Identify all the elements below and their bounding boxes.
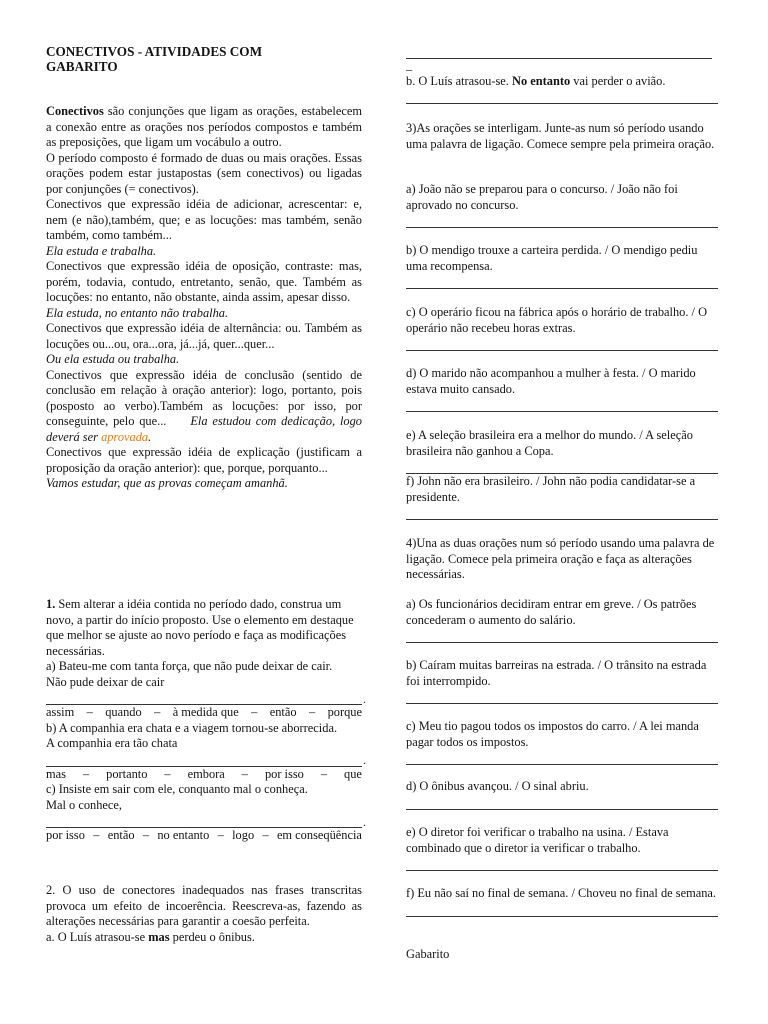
q1b-dash: –	[320, 766, 328, 781]
q1b-options	[46, 767, 362, 783]
q1b-start: A companhia era tão chata	[46, 736, 178, 750]
q1a-dash: –	[251, 705, 258, 719]
alternancia-paragraph: Conectivos que expressão idéia de alternância: ou. Também as locuções ou...ou, ora...ora, já...já, quer...quer...	[46, 321, 362, 351]
conclusao-highlight: aprovada	[101, 429, 149, 444]
q1b-option: mas	[46, 766, 66, 781]
q4-item	[406, 779, 718, 810]
q1a-option: então	[269, 705, 297, 719]
q3-item	[406, 428, 718, 474]
q1c-option: logo	[232, 828, 255, 842]
q4-answer-line[interactable]	[406, 856, 718, 871]
q3-item-text: e) A seleção brasileira era a melhor do mundo. / A seleção brasileira não ganhou a Copa.	[406, 428, 693, 458]
q1b-dash: –	[164, 766, 171, 781]
page-title	[46, 44, 362, 74]
title-line-2: GABARITO	[46, 59, 118, 74]
q2a-answer-line[interactable]	[406, 44, 718, 59]
theory-section	[46, 104, 362, 492]
q2a-text: a. O Luís atrasou-se	[46, 929, 149, 944]
q3-item-text: f) John não era brasileiro. / John não podia candidatar-se a presidente.	[406, 474, 696, 504]
q1c-sentence: c) Insiste em sair com ele, conquanto mal o conheça.	[46, 782, 308, 796]
gabarito-heading	[406, 947, 718, 963]
q2a-sentence	[46, 930, 362, 946]
q2b-marker: _	[406, 58, 413, 72]
q3-item	[406, 366, 718, 412]
adicao-example: Ela estuda e trabalha.	[46, 243, 157, 258]
gabarito-label: Gabarito	[406, 947, 450, 961]
conclusao-paragraph	[46, 368, 362, 446]
q4-answer-line[interactable]	[406, 795, 718, 810]
conclusao-period: .	[148, 429, 152, 444]
q2b-connector: No entanto	[512, 73, 571, 88]
q4-answer-line[interactable]	[406, 628, 718, 643]
adicao-paragraph: Conectivos que expressão idéia de adicionar, acrescentar: e, nem (e não),também, que; e as locuções: mas também, senão também, como também...	[46, 197, 362, 242]
q2a-text-end: perdeu o ônibus.	[169, 929, 255, 944]
q3-answer-line[interactable]	[406, 397, 718, 412]
q1c-dash: –	[142, 828, 150, 842]
q4-item-text: e) O diretor foi verificar o trabalho na usina. / Estava combinado que o diretor ia verificar o trabalho.	[406, 825, 669, 855]
q3-item-text: b) O mendigo trouxe a carteira perdida. / O mendigo pediu uma recompensa.	[406, 243, 698, 273]
q4-item-text: f) Eu não saí no final de semana. / Choveu no final de semana.	[406, 886, 717, 900]
q4-item	[406, 825, 718, 871]
q4-item-text: b) Caíram muitas barreiras na estrada. / O trânsito na estrada foi interrompido.	[406, 658, 707, 688]
q1b-option: por isso	[264, 766, 304, 781]
q1b-answer-line[interactable]	[46, 752, 362, 767]
q4-answer-line[interactable]	[406, 750, 718, 765]
explicacao-example: Vamos estudar, que as provas começam amanhã.	[46, 476, 288, 490]
q1a-answer-line[interactable]	[46, 690, 362, 705]
q1b-dash: –	[241, 766, 248, 781]
q1b-sentence: b) A companhia era chata e a viagem tornou-se aborrecida.	[46, 720, 338, 735]
q1c-answer-line[interactable]	[46, 813, 362, 828]
explicacao-paragraph: Conectivos que expressão idéia de explicação (justificam a proposição da oração anterior): que, porque, porquanto...	[46, 445, 362, 475]
q1c-option: em conseqüência	[276, 828, 362, 842]
q1b-option: embora	[187, 766, 225, 781]
q3-answer-line[interactable]	[406, 274, 718, 289]
alternancia-example: Ou ela estuda ou trabalha.	[46, 352, 180, 366]
q1c-option: por isso	[46, 828, 85, 842]
conclusao-example: Ela estudou com dedicação, logo deverá ser	[46, 414, 362, 444]
question-4	[406, 536, 718, 583]
q4-item	[406, 658, 718, 704]
q3-answer-line[interactable]	[406, 213, 718, 228]
q1-number: 1.	[46, 597, 56, 611]
q2-instruction: 2. O uso de conectores inadequados nas frases transcritas provoca um efeito de incoerência. Reescreva-as, fazendo as alterações necessárias para garantir a coesão perfeita.	[46, 883, 362, 928]
q3-item	[406, 305, 718, 351]
q1b-option: portanto	[106, 766, 148, 781]
periodo-paragraph: O período composto é formado de duas ou mais orações. Essas orações podem estar justapostas (sem conectivos) ou ligadas por conjunções (= conectivos).	[46, 150, 362, 196]
intro-paragraph	[46, 104, 362, 151]
q4-item	[406, 719, 718, 765]
q1a-option: assim	[46, 705, 75, 719]
q1a-dash: –	[308, 705, 316, 719]
q3-item-text: d) O marido não acompanhou a mulher à festa. / O marido estava muito cansado.	[406, 366, 696, 396]
q3-item	[406, 243, 718, 289]
q1c-option: no entanto	[157, 828, 210, 842]
intro-text: são conjunções que ligam as orações, estabelecem a conexão entre as orações nos períodos compostos e também as preposições, que ligam um vocábulo a outro.	[46, 104, 362, 149]
q3-item	[406, 182, 718, 228]
oposicao-example: Ela estuda, no entanto não trabalha.	[46, 305, 229, 320]
q4-item	[406, 886, 718, 917]
q3-answer-line[interactable]	[406, 336, 718, 351]
q1c-start: Mal o conhece,	[46, 797, 123, 812]
q4-answer-line[interactable]	[406, 902, 718, 917]
q2b-answer-line[interactable]	[406, 89, 718, 104]
q4-item-text: d) O ônibus avançou. / O sinal abriu.	[406, 779, 589, 793]
q3-item-text: c) O operário ficou na fábrica após o horário de trabalho. / O operário não recebeu horas extras.	[406, 305, 708, 335]
q1c-dash: –	[262, 828, 269, 842]
q1a-options	[46, 705, 362, 721]
q1a-sentence: a) Bateu-me com tanta força, que não pude deixar de cair.	[46, 659, 333, 673]
q4-instruction: 4)Una as duas orações num só período usando uma palavra de ligação. Comece pela primeira oração e faça as alterações necessárias.	[406, 536, 715, 581]
q1a-dash: –	[154, 705, 161, 719]
question-3	[406, 121, 718, 152]
q3-answer-line[interactable]	[406, 459, 718, 474]
q1-text: Sem alterar a idéia contida no período dado, construa um novo, a partir do início proposto. Use o elemento em destaque que melhor se ajuste ao novo período e faça as modificações necessárias.	[46, 597, 354, 658]
q2b-block	[406, 58, 718, 104]
q1c-dash: –	[93, 828, 100, 842]
q1a-dash: –	[86, 705, 93, 719]
q2b-text: b. O Luís atrasou-se.	[406, 73, 512, 88]
q4-item	[406, 597, 718, 643]
q3-item-text: a) João não se preparou para o concurso. / João não foi aprovado no concurso.	[406, 182, 678, 212]
q4-item-text: c) Meu tio pagou todos os impostos do carro. / A lei manda pagar todos os impostos.	[406, 719, 699, 749]
q2a-connector: mas	[148, 929, 170, 944]
question-2	[46, 883, 362, 945]
q4-item-text: a) Os funcionários decidiram entrar em greve. / Os patrões concederam o aumento do salário.	[406, 597, 697, 627]
q1b-dash: –	[82, 766, 90, 781]
q3-answer-line[interactable]	[406, 505, 718, 520]
q4-answer-line[interactable]	[406, 689, 718, 704]
q3-instruction: 3)As orações se interligam. Junte-as num só período usando uma palavra de ligação. Comece sempre pela primeira oração.	[406, 121, 715, 151]
q1c-option: então	[107, 828, 135, 842]
q1a-option: quando	[105, 705, 142, 719]
title-line-1: CONECTIVOS - ATIVIDADES COM	[46, 44, 263, 59]
conclusao-text: Conectivos que expressão idéia de conclusão (sentido de conclusão em relação à oração anterior): logo, portanto, pois (posposto ao verbo).Também as locuções: por isso, por conseguinte, pelo que...	[46, 367, 362, 428]
q1b-option: que	[344, 766, 362, 781]
q1c-options	[46, 828, 362, 844]
q1a-start: Não pude deixar de cair	[46, 674, 165, 689]
q1a-option: porque	[327, 705, 362, 719]
question-1	[46, 597, 362, 844]
q2b-text-end: vai perder o avião.	[570, 73, 666, 88]
q1a-option: à medida que	[172, 705, 239, 719]
q2b-sentence	[406, 74, 718, 90]
q3-item	[406, 474, 718, 520]
q1c-dash: –	[217, 828, 224, 842]
oposicao-paragraph: Conectivos que expressão idéia de oposição, contraste: mas, porém, todavia, contudo, entretanto, senão, que. Também as locuções: no entanto, não obstante, ainda assim, apesar disso.	[46, 259, 362, 304]
intro-term: Conectivos	[46, 104, 104, 118]
q1-instruction	[46, 597, 362, 659]
